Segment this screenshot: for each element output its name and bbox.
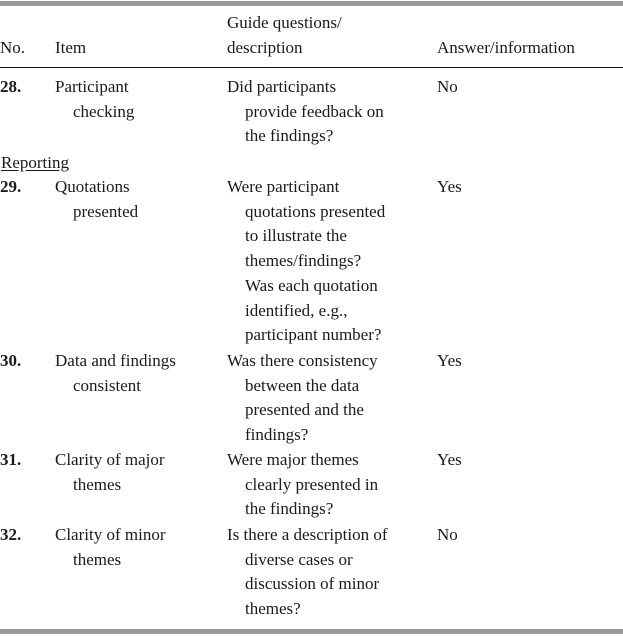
header-guide-line1: Guide questions/ [227,13,342,32]
item-line: Clarity of major [55,450,165,469]
guide-line: discussion of minor [245,574,380,594]
item-line: themes [73,549,122,569]
guide-line: presented and the [245,400,364,420]
row-no: 31. [0,450,22,469]
item-line: Quotations [55,177,130,196]
item-line: presented [73,201,139,221]
header-guide [227,11,342,60]
header-item: Item [55,38,87,57]
guide-line: themes? [245,599,301,619]
guide-line: participant number? [245,325,382,345]
guide-line: Did participants [227,77,337,96]
table-bottom-rule [0,629,623,634]
row-item [55,175,138,224]
guide-line: quotations presented [245,201,386,221]
row-item [55,75,134,124]
row-item [55,523,165,572]
guide-line: Were participant [227,177,340,196]
guide-line: findings? [245,425,309,445]
row-guide [227,448,378,522]
header-guide-line2: description [227,37,303,57]
row-no: 29. [0,177,22,196]
guide-line: clearly presented in [245,474,379,494]
row-answer: Yes [437,450,462,469]
row-no: 30. [0,351,22,370]
row-answer: No [437,77,458,96]
item-line: Clarity of minor [55,525,166,544]
item-line: themes [73,474,122,494]
guide-line: the findings? [245,126,334,146]
row-guide [227,523,388,622]
item-line: Participant [55,77,129,96]
guide-line: diverse cases or [245,549,353,569]
item-line: checking [73,101,135,121]
guide-line: Was there consistency [227,351,378,370]
table-top-rule [0,1,623,6]
item-line: Data and findings [55,351,176,370]
item-line: consistent [73,375,141,395]
row-item [55,349,176,398]
row-no: 32. [0,525,22,544]
guide-line: provide feedback on [245,101,384,121]
section-heading-reporting: Reporting [1,153,69,172]
guide-line: Were major themes [227,450,359,469]
guide-line: between the data [245,375,360,395]
row-no: 28. [0,77,22,96]
guide-line: Was each quotation [245,275,378,295]
header-answer: Answer/information [437,38,575,57]
row-item [55,448,165,497]
row-guide [227,349,378,448]
guide-line: Is there a description of [227,525,388,544]
guide-line: identified, e.g., [245,300,348,320]
row-answer: Yes [437,177,462,196]
row-guide [227,75,384,149]
guide-line: to illustrate the [245,226,347,246]
row-answer: Yes [437,351,462,370]
row-answer: No [437,525,458,544]
header-rule [0,67,623,68]
header-no: No. [0,38,26,57]
row-guide [227,175,385,348]
guide-line: themes/findings? [245,251,362,271]
guide-line: the findings? [245,499,334,519]
